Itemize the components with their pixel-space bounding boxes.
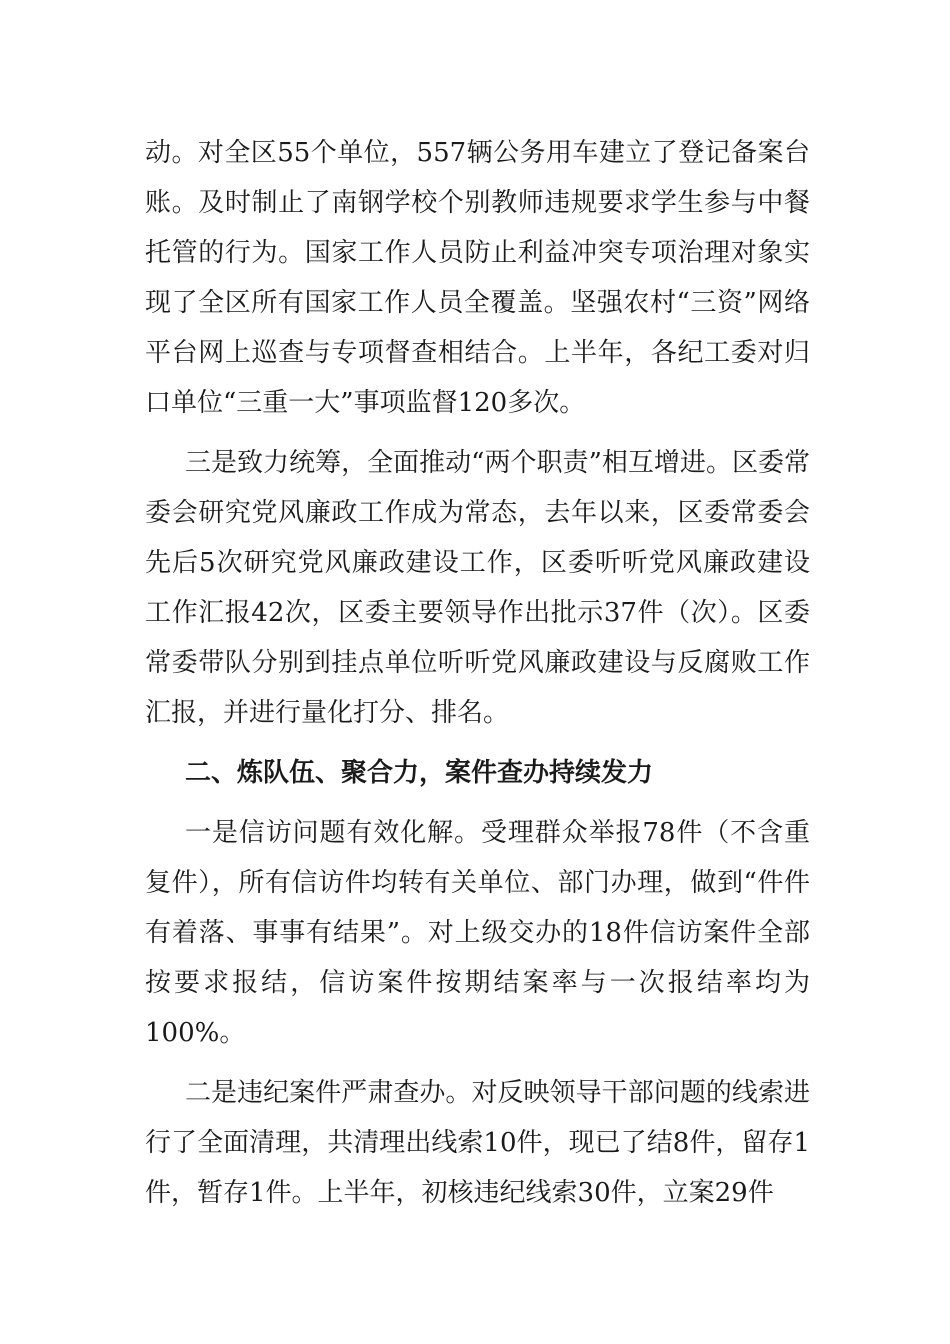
paragraph-coordination: 三是致力统筹，全面推动“两个职责”相互增进。区委常委会研究党风廉政工作成为常态，去年以来，区委常委会先后5次研究党风廉政建设工作，区委听听党风廉政建设工作汇报42次，区委主要领导作出批示37件（次）。区委常委带队分别到挂点单位听听党风廉政建设与反腐败工作汇报，并进行量化打分、排名。 — [145, 448, 810, 728]
paragraph-petitions: 一是信访问题有效化解。受理群众举报78件（不含重复件），所有信访件均转有关单位、部门办理，做到“件件有着落、事事有结果”。对上级交办的18件信访案件全部按要求报结，信访案件按期结案率与一次报结率均为100%。 — [145, 818, 810, 1048]
document-body — [145, 128, 810, 1218]
paragraph-continuation: 动。对全区55个单位，557辆公务用车建立了登记备案台账。及时制止了南钢学校个别教师违规要求学生参与中餐托管的行为。国家工作人员防止利益冲突专项治理对象实现了全区所有国家工作人员全覆盖。坚强农村“三资”网络平台网上巡查与专项督查相结合。上半年，各纪工委对归口单位“三重一大”事项监督120多次。 — [145, 138, 810, 418]
section-heading: 二、炼队伍、聚合力，案件查办持续发力 — [185, 758, 654, 788]
paragraph-cases: 二是违纪案件严肃查办。对反映领导干部问题的线索进行了全面清理，共清理出线索10件，现已了结8件，留存1件，暂存1件。上半年，初核违纪线索30件，立案29件 — [145, 1078, 810, 1208]
